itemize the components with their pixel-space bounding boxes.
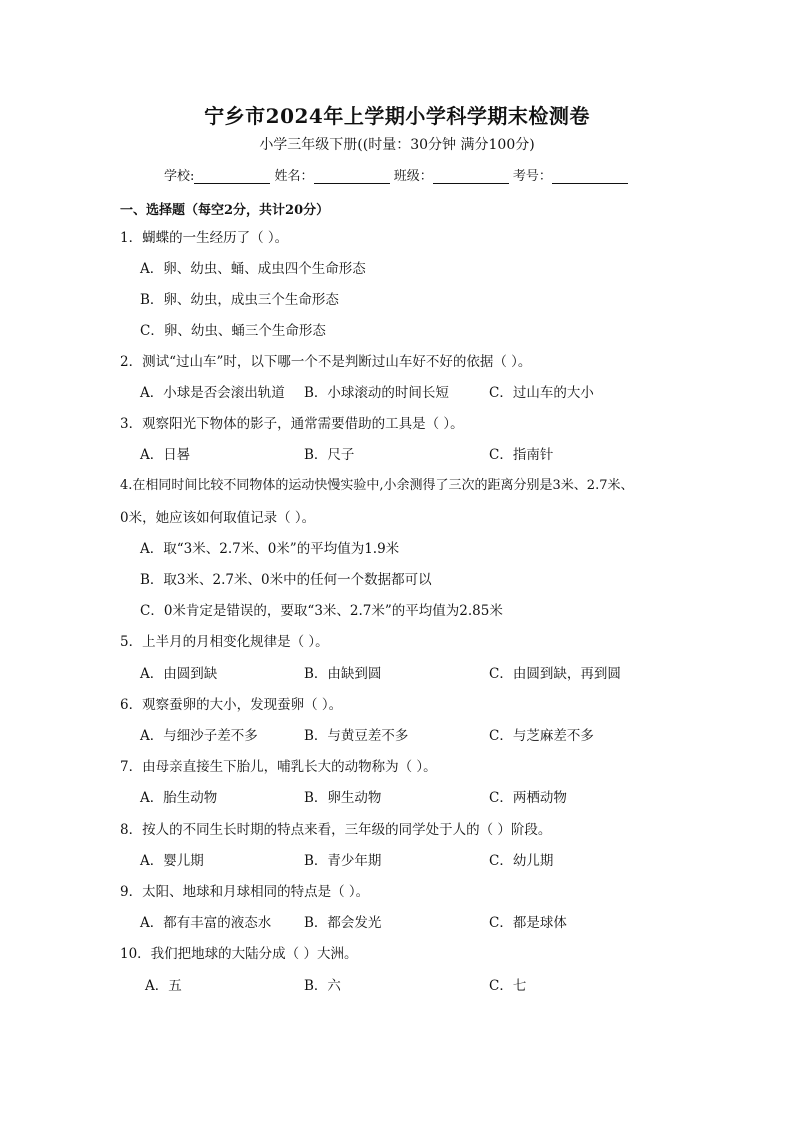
question-10-option-c: C．七	[489, 978, 527, 994]
question-3-option-c: C．指南针	[489, 447, 554, 463]
question-1-option-c: C．卵、幼虫、蛹三个生命形态	[140, 323, 326, 339]
question-8-option-b: B．青少年期	[304, 853, 382, 869]
question-9-option-c: C．都是球体	[489, 915, 567, 931]
question-5-stem: 5．上半月的月相变化规律是（ ）。	[120, 634, 329, 650]
question-6-option-b: B．与黄豆差不多	[304, 728, 409, 744]
question-2-option-c: C．过山车的大小	[489, 385, 594, 401]
section-heading: 一、选择题（每空2分，共计20分）	[120, 203, 330, 218]
number-blank[interactable]	[552, 169, 628, 184]
question-7-option-b: B．卵生动物	[304, 790, 382, 806]
student-info-row	[164, 165, 628, 184]
question-6-stem: 6．观察蚕卵的大小，发现蚕卵（ ）。	[120, 697, 343, 713]
school-label: 学校:	[164, 169, 195, 184]
question-2-option-a: A．小球是否会滚出轨道	[140, 385, 285, 401]
question-9-option-b: B．都会发光	[304, 915, 382, 931]
class-blank[interactable]	[433, 169, 509, 184]
question-10-option-b: B．六	[304, 978, 341, 994]
exam-subtitle: 小学三年级下册((时量：30分钟 满分100分)	[259, 137, 535, 153]
question-7-stem: 7．由母亲直接生下胎儿，哺乳长大的动物称为（ ）。	[120, 759, 437, 775]
class-label: 班级：	[393, 169, 433, 184]
question-5-option-a: A．由圆到缺	[140, 666, 218, 682]
question-4-option-a: A．取“3米、2.7米、0米”的平均值为1.9米	[140, 541, 400, 557]
question-1-option-a: A．卵、幼虫、蛹、成虫四个生命形态	[140, 261, 366, 277]
question-9-stem: 9．太阳、地球和月球相同的特点是（ ）。	[120, 884, 370, 900]
question-1-stem: 1．蝴蝶的一生经历了（ ）。	[120, 230, 289, 246]
exam-title: 宁乡市2024年上学期小学科学期末检测卷	[204, 104, 590, 128]
question-2-stem: 2．测试“过山车”时，以下哪一个不是判断过山车好不好的依据（ ）。	[120, 354, 532, 370]
question-3-option-a: A．日晷	[140, 447, 191, 463]
question-5-option-c: C．由圆到缺，再到圆	[489, 666, 621, 682]
name-label: 姓名：	[274, 169, 314, 184]
question-8-option-a: A．婴儿期	[140, 853, 204, 869]
question-4-option-b: B．取3米、2.7米、0米中的任何一个数据都可以	[140, 572, 432, 588]
question-8-option-c: C．幼儿期	[489, 853, 554, 869]
school-blank[interactable]	[194, 169, 270, 184]
question-4-stem-line-2: 0米，她应该如何取值记录（ ）。	[120, 510, 316, 526]
question-10-option-a: A．五	[145, 978, 182, 994]
question-8-stem: 8．按人的不同生长时期的特点来看，三年级的同学处于人的（ ）阶段。	[120, 822, 552, 838]
question-10-stem: 10．我们把地球的大陆分成（ ）大洲。	[120, 946, 358, 962]
question-6-option-a: A．与细沙子差不多	[140, 728, 258, 744]
question-3-option-b: B．尺子	[304, 447, 355, 463]
question-3-stem: 3．观察阳光下物体的影子，通常需要借助的工具是（ ）。	[120, 416, 464, 432]
number-label: 考号：	[512, 169, 552, 184]
question-2-option-b: B．小球滚动的时间长短	[304, 385, 449, 401]
question-5-option-b: B．由缺到圆	[304, 666, 382, 682]
name-blank[interactable]	[314, 169, 390, 184]
question-9-option-a: A．都有丰富的液态水	[140, 915, 272, 931]
question-1-option-b: B．卵、幼虫，成虫三个生命形态	[140, 292, 339, 308]
question-7-option-c: C．两栖动物	[489, 790, 567, 806]
question-4-option-c: C．0米肯定是错误的，要取“3米、2.7米”的平均值为2.85米	[140, 603, 503, 619]
question-6-option-c: C．与芝麻差不多	[489, 728, 594, 744]
question-4-stem-line-1: 4.在相同时间比较不同物体的运动快慢实验中,小余测得了三次的距离分别是3米、2.7米、	[120, 478, 634, 493]
question-7-option-a: A．胎生动物	[140, 790, 218, 806]
